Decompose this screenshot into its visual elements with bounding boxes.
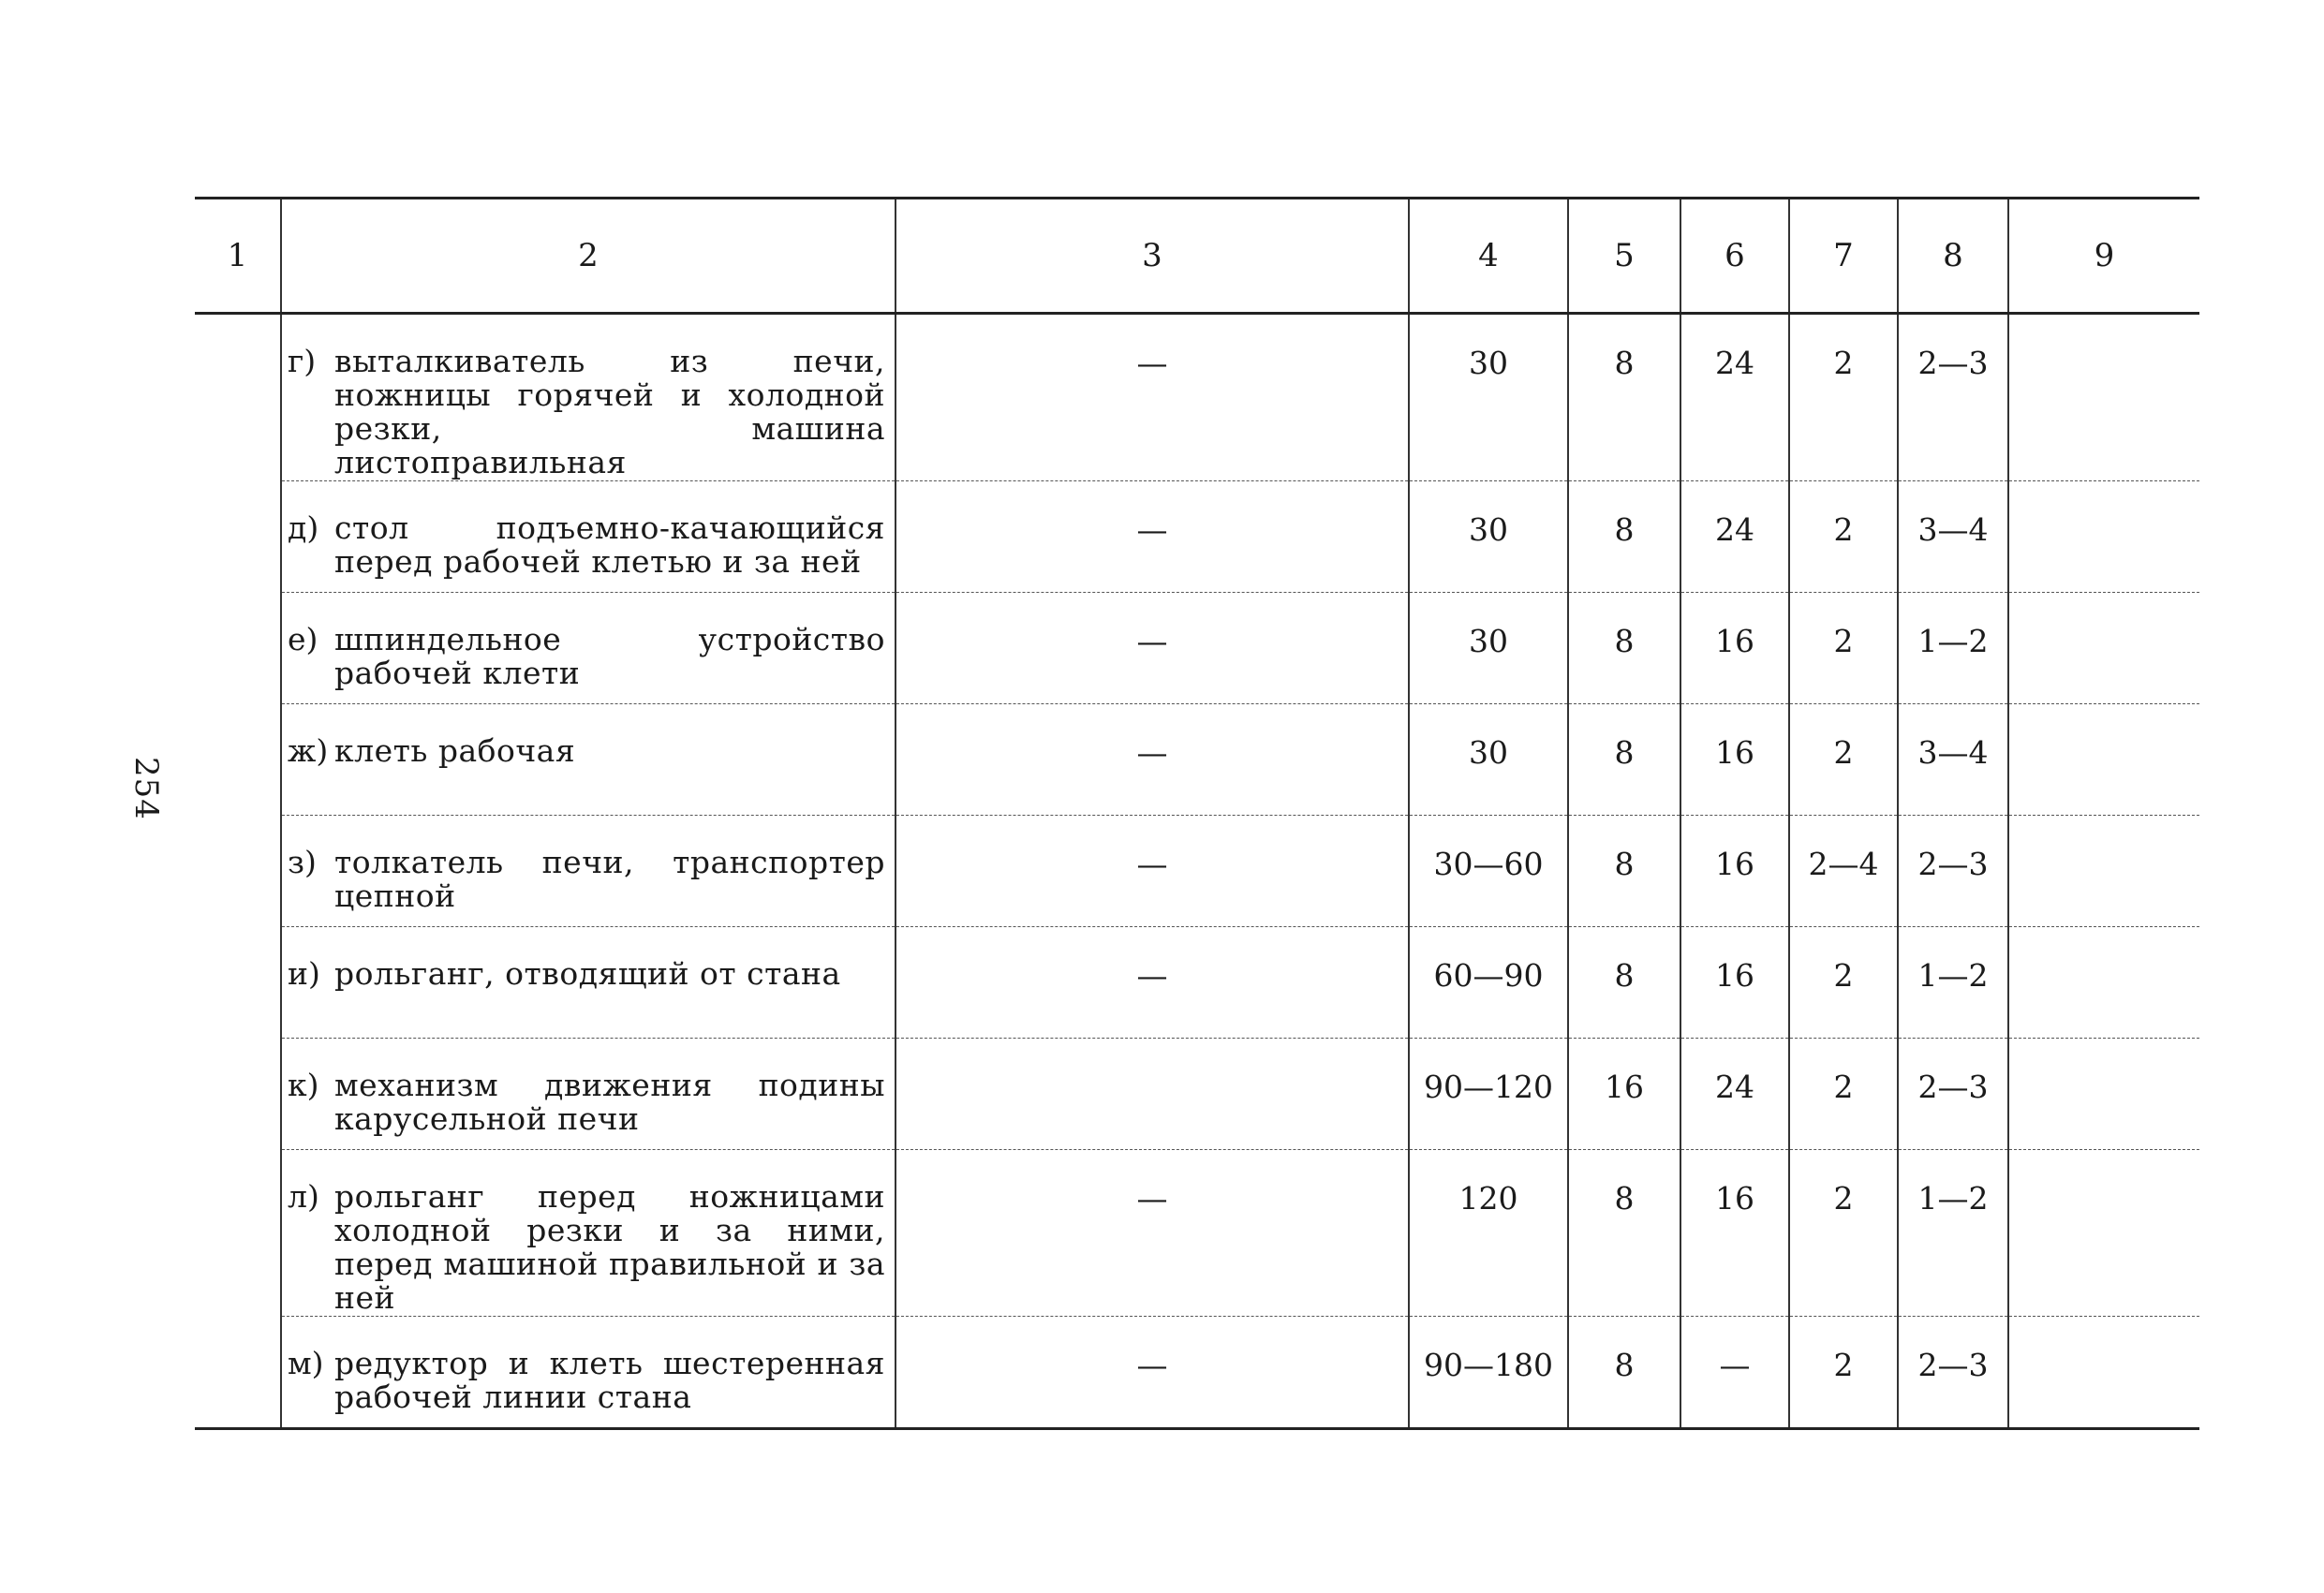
cell-name [281,481,896,593]
cell-col-9 [2008,1039,2199,1150]
cell-name [281,1317,896,1429]
cell-col-8: 3—4 [1898,704,2008,816]
table-row [195,481,2199,593]
header-row [195,199,2199,314]
cell-name [281,593,896,704]
row-letter: ж) [288,732,329,769]
cell-col-9 [2008,1150,2199,1317]
cell-name [281,314,896,481]
row-letter: м) [288,1345,324,1381]
table-row [195,704,2199,816]
cell-col-5: 8 [1568,314,1680,481]
cell-col-6: 16 [1680,927,1789,1039]
row-name: клеть рабочая [334,732,576,769]
cell-name [281,1150,896,1317]
cell-col-7: 2—4 [1789,816,1898,927]
table-header [195,199,2199,314]
cell-col-1 [195,1317,281,1429]
cell-col-9 [2008,816,2199,927]
cell-col-1 [195,1150,281,1317]
header-col-4: 4 [1409,199,1568,314]
cell-name [281,1039,896,1150]
cell-col-1 [195,816,281,927]
cell-col-9 [2008,314,2199,481]
cell-col-5: 8 [1568,704,1680,816]
cell-col-7: 2 [1789,314,1898,481]
table-row [195,927,2199,1039]
cell-col-7: 2 [1789,481,1898,593]
cell-col-8: 3—4 [1898,481,2008,593]
cell-col-3: — [896,927,1409,1039]
cell-col-4: 90—120 [1409,1039,1568,1150]
cell-col-1 [195,704,281,816]
row-name: механизм движения подины карусельной печи [334,1067,885,1137]
cell-col-3: — [896,593,1409,704]
cell-col-3 [896,1039,1409,1150]
cell-col-8: 1—2 [1898,593,2008,704]
cell-name [281,704,896,816]
row-letter: г) [288,343,317,379]
cell-col-3: — [896,704,1409,816]
header-col-2: 2 [281,199,896,314]
cell-col-4: 30 [1409,314,1568,481]
cell-col-1 [195,1039,281,1150]
cell-col-1 [195,481,281,593]
cell-col-4: 30 [1409,593,1568,704]
cell-col-4: 60—90 [1409,927,1568,1039]
header-col-1: 1 [195,199,281,314]
cell-col-6: 24 [1680,481,1789,593]
cell-col-8: 1—2 [1898,927,2008,1039]
row-name: стол подъемно-качающийся перед рабочей клетью и за ней [334,509,885,580]
row-letter: д) [288,509,319,546]
cell-col-7: 2 [1789,1150,1898,1317]
cell-name [281,927,896,1039]
row-letter: з) [288,844,317,880]
cell-col-7: 2 [1789,927,1898,1039]
row-name: шпиндельное устройство рабочей клети [334,621,885,691]
cell-col-4: 120 [1409,1150,1568,1317]
cell-col-9 [2008,1317,2199,1429]
table-row [195,1317,2199,1429]
equipment-table-container [195,197,2199,1430]
cell-col-6: 16 [1680,704,1789,816]
cell-col-7: 2 [1789,1039,1898,1150]
header-col-6: 6 [1680,199,1789,314]
table-row [195,816,2199,927]
row-name: рольганг перед ножницами холодной резки и за ними, перед машиной правильной и за ней [334,1178,885,1316]
cell-col-9 [2008,927,2199,1039]
cell-col-9 [2008,481,2199,593]
header-col-7: 7 [1789,199,1898,314]
equipment-table [195,197,2199,1430]
row-name: выталкиватель из печи, ножницы горячей и холодной резки, машина листоправильная [334,343,885,480]
cell-col-5: 8 [1568,1150,1680,1317]
row-letter: л) [288,1178,319,1215]
cell-col-8: 2—3 [1898,816,2008,927]
cell-col-6: 16 [1680,1150,1789,1317]
cell-col-4: 30 [1409,704,1568,816]
row-letter: е) [288,621,318,657]
table-row [195,1039,2199,1150]
cell-col-3: — [896,1317,1409,1429]
cell-name [281,816,896,927]
cell-col-5: 8 [1568,816,1680,927]
cell-col-1 [195,927,281,1039]
cell-col-6: 16 [1680,816,1789,927]
cell-col-6: 24 [1680,314,1789,481]
header-col-3: 3 [896,199,1409,314]
table-body [195,314,2199,1429]
cell-col-8: 2—3 [1898,314,2008,481]
cell-col-5: 8 [1568,927,1680,1039]
cell-col-7: 2 [1789,1317,1898,1429]
cell-col-3: — [896,314,1409,481]
cell-col-5: 8 [1568,481,1680,593]
cell-col-1 [195,593,281,704]
cell-col-6: — [1680,1317,1789,1429]
cell-col-8: 1—2 [1898,1150,2008,1317]
cell-col-5: 8 [1568,1317,1680,1429]
header-col-5: 5 [1568,199,1680,314]
cell-col-5: 16 [1568,1039,1680,1150]
row-letter: к) [288,1067,319,1103]
cell-col-9 [2008,593,2199,704]
cell-col-4: 30—60 [1409,816,1568,927]
cell-col-4: 90—180 [1409,1317,1568,1429]
table-row [195,593,2199,704]
cell-col-5: 8 [1568,593,1680,704]
cell-col-6: 16 [1680,593,1789,704]
row-letter: и) [288,955,320,992]
cell-col-3: — [896,481,1409,593]
cell-col-8: 2—3 [1898,1039,2008,1150]
cell-col-6: 24 [1680,1039,1789,1150]
table-row [195,314,2199,481]
header-col-9: 9 [2008,199,2199,314]
cell-col-4: 30 [1409,481,1568,593]
cell-col-3: — [896,816,1409,927]
cell-col-1 [195,314,281,481]
header-col-8: 8 [1898,199,2008,314]
cell-col-8: 2—3 [1898,1317,2008,1429]
cell-col-9 [2008,704,2199,816]
table-row [195,1150,2199,1317]
row-name: толкатель печи, транспортер цепной [334,844,885,914]
cell-col-3: — [896,1150,1409,1317]
cell-col-7: 2 [1789,593,1898,704]
row-name: рольганг, отводящий от стана [334,955,841,992]
page-number: 254 [126,757,165,820]
row-name: редуктор и клеть шестеренная рабочей линии стана [334,1345,885,1415]
cell-col-7: 2 [1789,704,1898,816]
